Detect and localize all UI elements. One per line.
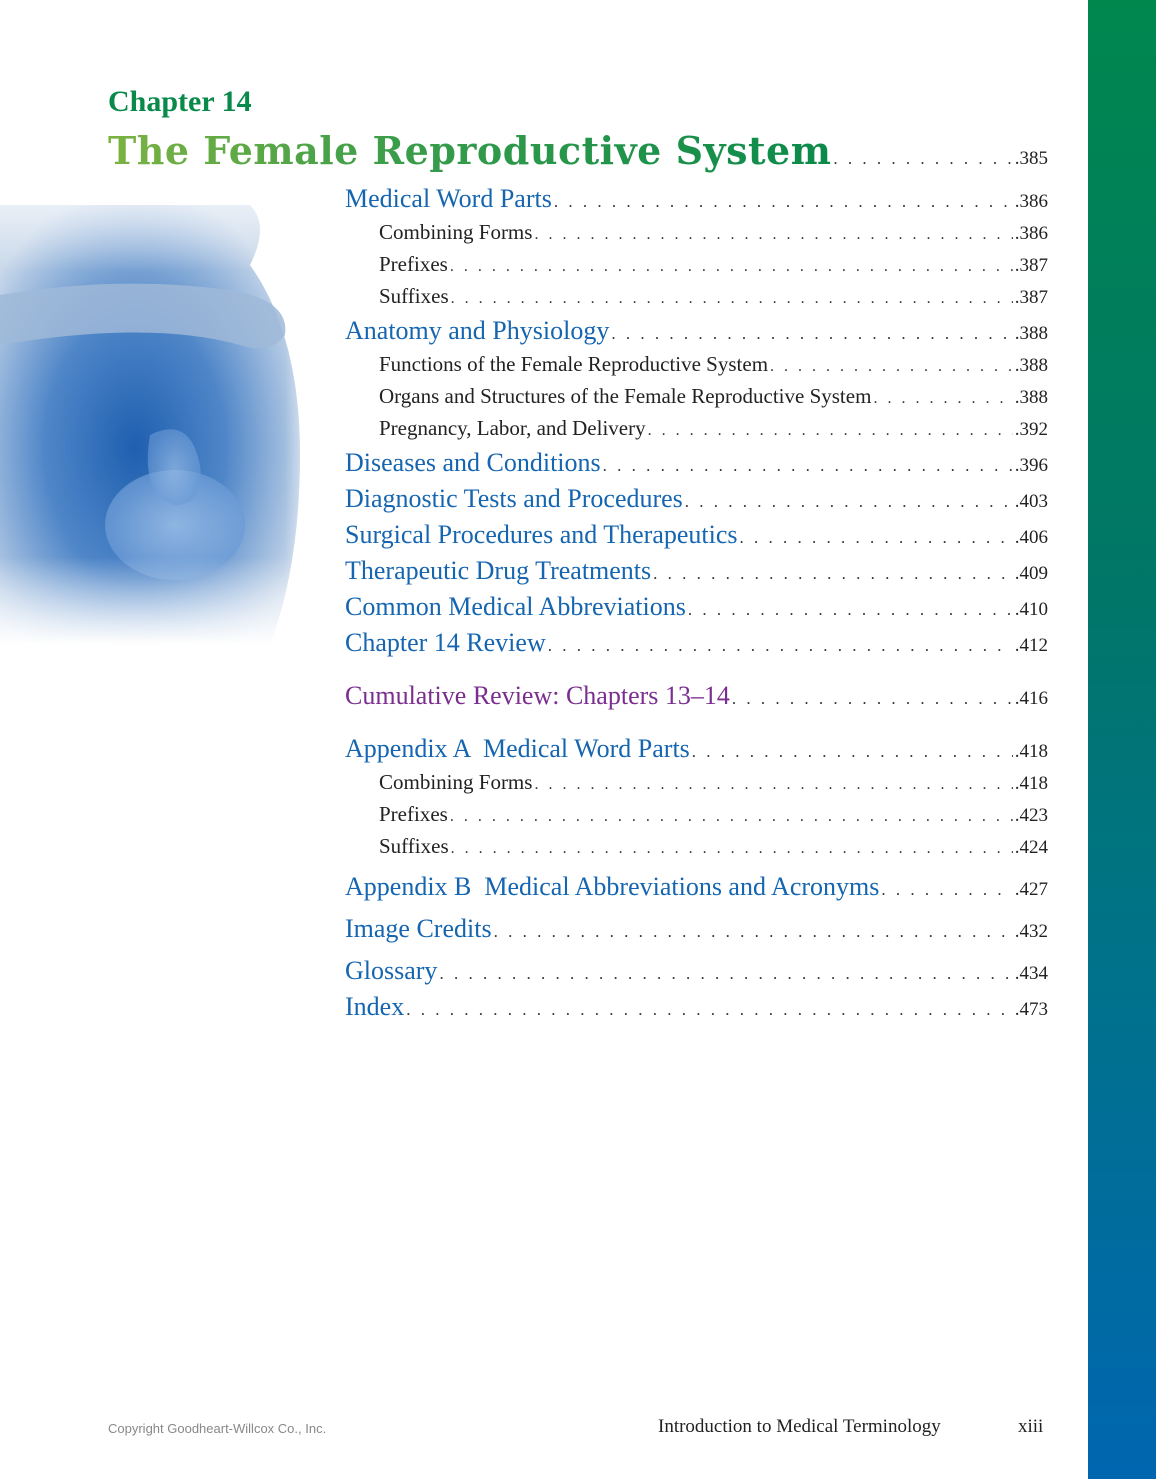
toc-entry-label: Common Medical Abbreviations	[345, 592, 686, 621]
toc-entry-surgical-procedures[interactable]	[345, 520, 1048, 556]
toc-entry-label: Pregnancy, Labor, and Delivery	[379, 416, 646, 440]
dot-leader	[451, 840, 1013, 858]
toc-entry-label: Prefixes	[379, 252, 448, 276]
page-number: .410	[1014, 599, 1048, 620]
toc-entry-label: Organs and Structures of the Female Reproductive System	[379, 384, 872, 408]
dot-leader	[439, 964, 1012, 984]
toc-entry-appendix-a[interactable]	[345, 734, 1048, 770]
page-number: .418	[1014, 773, 1048, 794]
dot-leader	[450, 258, 1013, 276]
page-number: .386	[1014, 191, 1048, 212]
toc-entry-index[interactable]	[345, 992, 1048, 1028]
page-number: .406	[1014, 527, 1048, 548]
toc-entry-label: Appendix A Medical Word Parts	[345, 734, 690, 763]
page-number: .388	[1014, 355, 1048, 376]
toc-entry-label: Suffixes	[379, 284, 449, 308]
chapter-label: Chapter 14	[108, 85, 252, 118]
decorative-gradient-sidebar	[1088, 0, 1156, 1479]
page-number: .412	[1014, 635, 1048, 656]
dot-leader	[688, 600, 1013, 620]
toc-subentry-combining-forms[interactable]	[345, 220, 1048, 252]
dot-leader	[451, 290, 1013, 308]
page-number: .392	[1014, 419, 1048, 440]
toc-entry-label: Combining Forms	[379, 770, 533, 794]
toc-entry-label: Diseases and Conditions	[345, 448, 601, 477]
toc-entry-label: Therapeutic Drug Treatments	[345, 556, 652, 585]
dot-leader	[603, 456, 1013, 476]
toc-entry-label: Prefixes	[379, 802, 448, 826]
toc-entry-diagnostic-tests[interactable]	[345, 484, 1048, 520]
page-number: .424	[1014, 837, 1048, 858]
page-number-footer: xiii	[1018, 1416, 1044, 1437]
copyright-notice: Copyright Goodheart-Willcox Co., Inc.	[108, 1421, 327, 1436]
dot-leader	[653, 564, 1013, 584]
toc-entry-anatomy-physiology[interactable]	[345, 316, 1048, 352]
toc-entry-chapter-review[interactable]	[345, 628, 1048, 664]
page-number: .388	[1014, 323, 1048, 344]
page-number: .473	[1014, 999, 1048, 1020]
toc-entry-label: Combining Forms	[379, 220, 533, 244]
table-of-contents	[345, 184, 1048, 1028]
dot-leader	[534, 776, 1012, 794]
toc-entry-image-credits[interactable]	[345, 914, 1048, 950]
dot-leader	[450, 808, 1013, 826]
toc-entry-label: Index	[345, 992, 405, 1021]
toc-entry-label: Functions of the Female Reproductive System	[379, 352, 769, 376]
dot-leader	[732, 689, 1013, 709]
toc-subentry-functions[interactable]	[345, 352, 1048, 384]
page-number: .423	[1014, 805, 1048, 826]
page-number: .416	[1014, 688, 1048, 709]
toc-subentry-appendix-combining-forms[interactable]	[345, 770, 1048, 802]
dot-leader	[881, 880, 1012, 900]
page-number: .418	[1014, 741, 1048, 762]
page-number: .432	[1014, 921, 1048, 942]
toc-entry-glossary[interactable]	[345, 956, 1048, 992]
toc-entry-label: Glossary	[345, 956, 438, 985]
toc-entry-label: Surgical Procedures and Therapeutics	[345, 520, 738, 549]
dot-leader	[554, 192, 1013, 212]
dot-leader	[494, 922, 1013, 942]
page-number: .403	[1014, 491, 1048, 512]
page-number: .386	[1014, 223, 1048, 244]
page-number: .387	[1014, 287, 1048, 308]
toc-entry-abbreviations[interactable]	[345, 592, 1048, 628]
dot-leader	[833, 149, 1012, 169]
page-number: .387	[1014, 255, 1048, 276]
toc-entry-label: Anatomy and Physiology	[345, 316, 610, 345]
dot-leader	[692, 742, 1013, 762]
toc-subentry-prefixes[interactable]	[345, 252, 1048, 284]
toc-entry-appendix-b[interactable]	[345, 872, 1048, 908]
dot-leader	[740, 528, 1013, 548]
dot-leader	[406, 1000, 1013, 1020]
toc-subentry-pregnancy[interactable]	[345, 416, 1048, 448]
toc-entry-label: Suffixes	[379, 834, 449, 858]
toc-subentry-suffixes[interactable]	[345, 284, 1048, 316]
toc-entry-label: Image Credits	[345, 914, 492, 943]
toc-subentry-organs-structures[interactable]	[345, 384, 1048, 416]
toc-subentry-appendix-suffixes[interactable]	[345, 834, 1048, 866]
page-number: .409	[1014, 563, 1048, 584]
toc-entry-label: Chapter 14 Review	[345, 628, 546, 657]
book-title: Introduction to Medical Terminology	[658, 1416, 941, 1437]
dot-leader	[685, 492, 1013, 512]
chapter-title: The Female Reproductive System	[108, 128, 832, 173]
dot-leader	[611, 324, 1012, 344]
toc-entry-medical-word-parts[interactable]	[345, 184, 1048, 220]
dot-leader	[873, 390, 1012, 408]
dot-leader	[548, 636, 1013, 656]
toc-entry-label: Medical Word Parts	[345, 184, 552, 213]
chapter-title-entry[interactable]	[108, 128, 1048, 173]
toc-entry-drug-treatments[interactable]	[345, 556, 1048, 592]
toc-subentry-appendix-prefixes[interactable]	[345, 802, 1048, 834]
page-number: .434	[1014, 963, 1048, 984]
toc-entry-cumulative-review[interactable]	[345, 681, 1048, 717]
page-number: .396	[1014, 455, 1048, 476]
dot-leader	[534, 226, 1012, 244]
dot-leader	[770, 358, 1013, 376]
page-number: .427	[1014, 879, 1048, 900]
pregnant-woman-fetus-illustration-icon	[0, 205, 335, 645]
toc-entry-diseases[interactable]	[345, 448, 1048, 484]
dot-leader	[648, 422, 1013, 440]
page-number: .385	[1014, 148, 1048, 169]
toc-entry-label: Cumulative Review: Chapters 13–14	[345, 681, 730, 710]
page-number: .388	[1014, 387, 1048, 408]
toc-entry-label: Diagnostic Tests and Procedures	[345, 484, 683, 513]
toc-entry-label: Appendix B Medical Abbreviations and Acronyms	[345, 872, 880, 901]
